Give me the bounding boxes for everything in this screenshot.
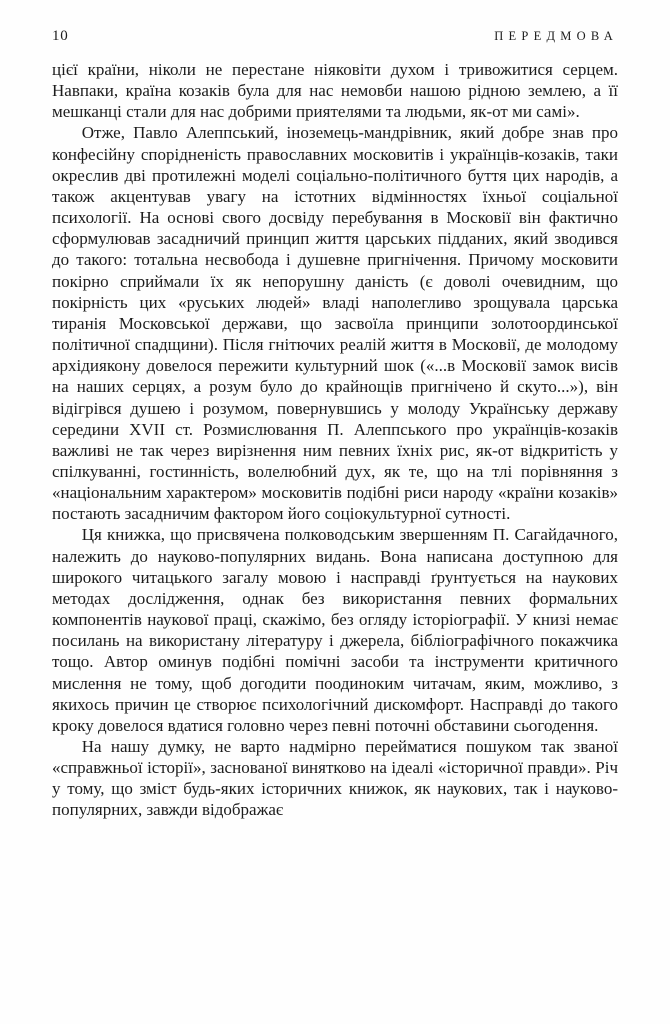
- paragraph: Ця книжка, що присвячена полководським звершенням П. Сагайдачного, належить до науково-популярних видань. Вона написана доступною для широкого читацького загалу мовою і насправді ґрунтується на наукових методах дослідження, однак без використання певних формальних компонентів наукової праці, скажімо, без огляду історіографії. У книзі немає посилань на використану літературу і джерела, бібліографічного покажчика тощо. Автор оминув подібні помічні засоби та інструменти критичного мислення не тому, щоб догодити поодиноким читачам, яким, можливо, з якихось причин це створює психологічний дискомфорт. Насправді до такого кроку довелося вдатися головно через певні поточні обставини сьогодення.: [52, 525, 618, 735]
- page-header: [52, 28, 618, 45]
- paragraph: Отже, Павло Алеппський, іноземець-мандрівник, який добре знав про конфесійну спорідненість православних московитів і українців-козаків, таки окреслив дві протилежні моделі соціально-політичного буття цих народів, а також акцентував увагу на істотних відмінностях їхньої соціальної психології. На основі свого досвіду перебування в Московії він фактично сформулював засадничий принцип життя царських підданих, який зводився до такого: тотальна несвобода і душевне пригнічення. Причому московити покірно сприймали їх як непорушну даність (є доволі очевидним, що покірність цих «руських людей» владі наполегливо зрощувала царська тиранія Московської держави, що засвоїла принципи золотоординської політичної спадщини). Після гнітючих реалій життя в Московії, де молодому архідиякону довелося пережити культурний шок («...в Московії замок висів на наших серцях, а розум було до крайнощів пригнічено й скуто...»), він відігрівся душею і розумом, повернувшись у молоду Українську державу середини XVII ст. Розмислювання П. Алеппського про українців-козаків важливі не так через вирізнення ним певних їхніх рис, як-от відкритість у спілкуванні, гостинність, волелюбний дух, як те, що на тлі порівняння з «національним характером» московитів подібні риси народу «країни козаків» постають засадничим фактором його соціокультурної сутності.: [52, 123, 618, 524]
- page-body: [52, 59, 618, 821]
- paragraph: На нашу думку, не варто надмірно перейматися пошуком так званої «справжньої історії», заснованої винятково на ідеалі «історичної правди». Річ у тому, що зміст будь-яких історичних книжок, як наукових, так і науково-популярних, завжди відображає: [52, 737, 618, 820]
- running-title: ПЕРЕДМОВА: [494, 29, 618, 43]
- page-number: 10: [52, 28, 69, 44]
- paragraph-continuation: цієї країни, ніколи не перестане ніяковіти духом і тривожитися серцем. Навпаки, країна козаків була для нас немовби нашою рідною землею, а її мешканці стали для нас добрими приятелями та людьми, як-от ми самі».: [52, 60, 618, 122]
